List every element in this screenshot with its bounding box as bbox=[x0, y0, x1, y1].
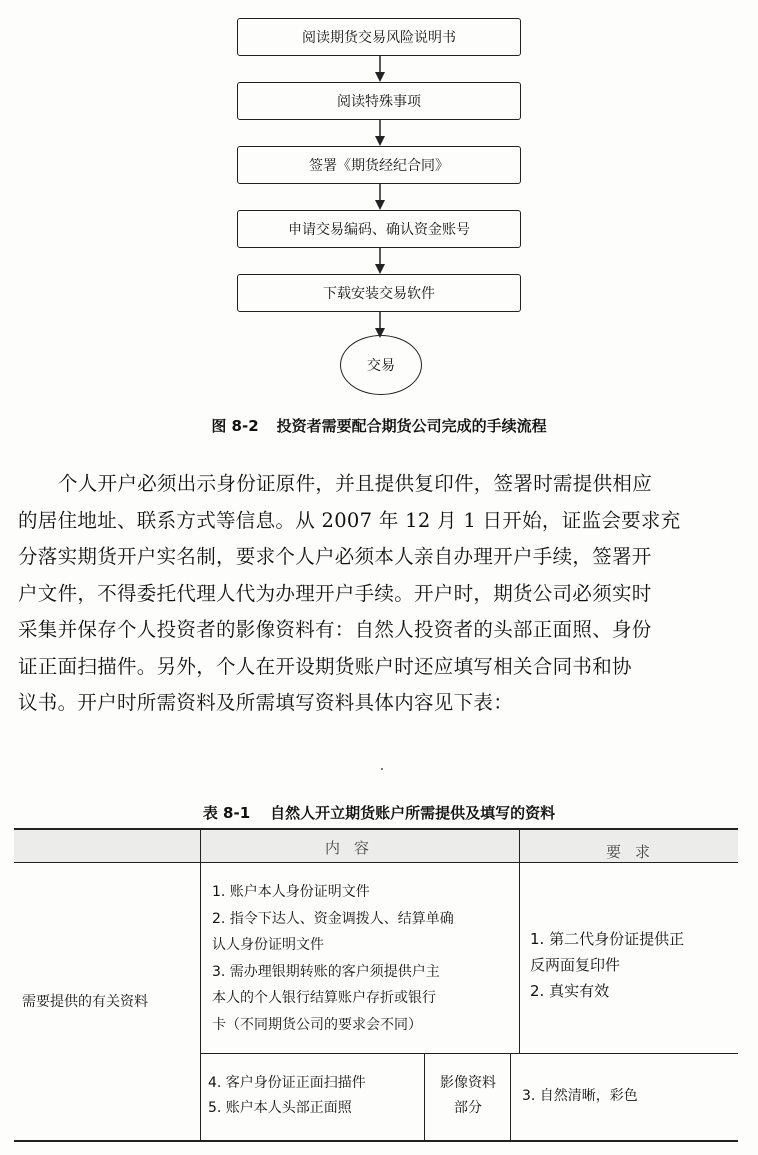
paragraph-line: 议书。开户时所需资料及所需填写资料具体内容见下表： bbox=[18, 691, 514, 714]
figure-caption bbox=[0, 415, 758, 436]
content-list bbox=[212, 879, 512, 1038]
image-requirement: 3. 自然清晰，彩色 bbox=[522, 1088, 638, 1104]
table-mid-rule bbox=[200, 1053, 738, 1054]
paragraph-line: 采集并保存个人投资者的影像资料有：自然人投资者的头部正面照、身份 bbox=[18, 618, 652, 641]
list-item: 认人身份证明文件 bbox=[212, 937, 324, 953]
requirement-list bbox=[530, 926, 735, 1004]
list-item: 5. 账户本人头部正面照 bbox=[208, 1100, 352, 1116]
flow-step-label: 阅读特殊事项 bbox=[337, 94, 421, 110]
row-label: 需要提供的有关资料 bbox=[22, 994, 148, 1010]
paragraph-line: 的居住地址、联系方式等信息。从 2007 年 12 月 1 日开始，证监会要求充 bbox=[18, 508, 681, 532]
flow-step-2 bbox=[237, 82, 521, 120]
table-col-divider bbox=[510, 1053, 511, 1140]
paragraph-line: 证正面扫描件。另外，个人在开设期货账户时还应填写相关合同书和协 bbox=[18, 654, 632, 678]
list-item: 3. 需办理银期转账的客户须提供户主 bbox=[212, 963, 440, 980]
figure-title: 投资者需要配合期货公司完成的手续流程 bbox=[276, 417, 547, 435]
header-requirement: 要求 bbox=[606, 843, 665, 861]
table-bottom-rule bbox=[14, 1140, 738, 1142]
flow-arrow bbox=[374, 248, 386, 274]
table-caption bbox=[0, 802, 758, 823]
image-label-line: 影像资料 bbox=[440, 1075, 496, 1091]
table-title: 自然人开立期货账户所需提供及填写的资料 bbox=[270, 804, 556, 822]
body-paragraph bbox=[18, 466, 756, 722]
table-col-divider bbox=[519, 830, 520, 1053]
image-label bbox=[432, 1071, 504, 1121]
flow-arrow bbox=[374, 120, 386, 146]
flow-arrow bbox=[374, 184, 386, 210]
flow-step-label: 下载安装交易软件 bbox=[323, 286, 435, 302]
list-item: 1. 第二代身份证提供正 bbox=[530, 930, 685, 948]
header-content: 内容 bbox=[325, 839, 384, 857]
paragraph-line: 户文件，不得委托代理人代为办理开户手续。开户时，期货公司必须实时 bbox=[18, 581, 652, 605]
table-col-divider bbox=[200, 830, 201, 1140]
flow-step-label: 阅读期货交易风险说明书 bbox=[302, 30, 456, 46]
flow-step-label: 签署《期货经纪合同》 bbox=[309, 158, 449, 174]
flow-arrow bbox=[374, 56, 386, 82]
table-top-rule bbox=[14, 828, 738, 830]
table-number: 表 8-1 bbox=[202, 804, 251, 822]
list-item: 1. 账户本人身份证明文件 bbox=[212, 884, 370, 900]
flow-end-oval bbox=[340, 335, 422, 395]
figure-number: 图 8-2 bbox=[211, 417, 259, 435]
flow-step-5 bbox=[237, 274, 521, 312]
paragraph-line: 分落实期货开户实名制，要求个人户必须本人亲自办理开户手续，签署开 bbox=[18, 545, 652, 568]
paragraph-line: 个人开户必须出示身份证原件，并且提供复印件，签署时需提供相应 bbox=[58, 472, 653, 495]
image-label-line: 部分 bbox=[454, 1100, 482, 1116]
flow-step-label: 申请交易编码、确认资金账号 bbox=[288, 222, 470, 238]
flow-step-4 bbox=[237, 210, 521, 248]
list-item: 本人的个人银行结算账户存折或银行 bbox=[212, 990, 436, 1006]
stray-dot bbox=[381, 768, 383, 770]
list-item: 2. 真实有效 bbox=[530, 982, 610, 1000]
list-item: 4. 客户身份证正面扫描件 bbox=[208, 1075, 366, 1091]
list-item: 卡（不同期货公司的要求会不同） bbox=[212, 1016, 422, 1033]
flow-step-1 bbox=[237, 18, 521, 56]
table-col-divider bbox=[424, 1053, 425, 1140]
list-item: 反两面复印件 bbox=[530, 956, 621, 974]
flow-end-label: 交易 bbox=[367, 358, 395, 374]
flow-step-3 bbox=[237, 146, 521, 184]
image-list bbox=[208, 1071, 420, 1121]
list-item: 2. 指令下达人、资金调拨人、结算单确 bbox=[212, 910, 454, 927]
